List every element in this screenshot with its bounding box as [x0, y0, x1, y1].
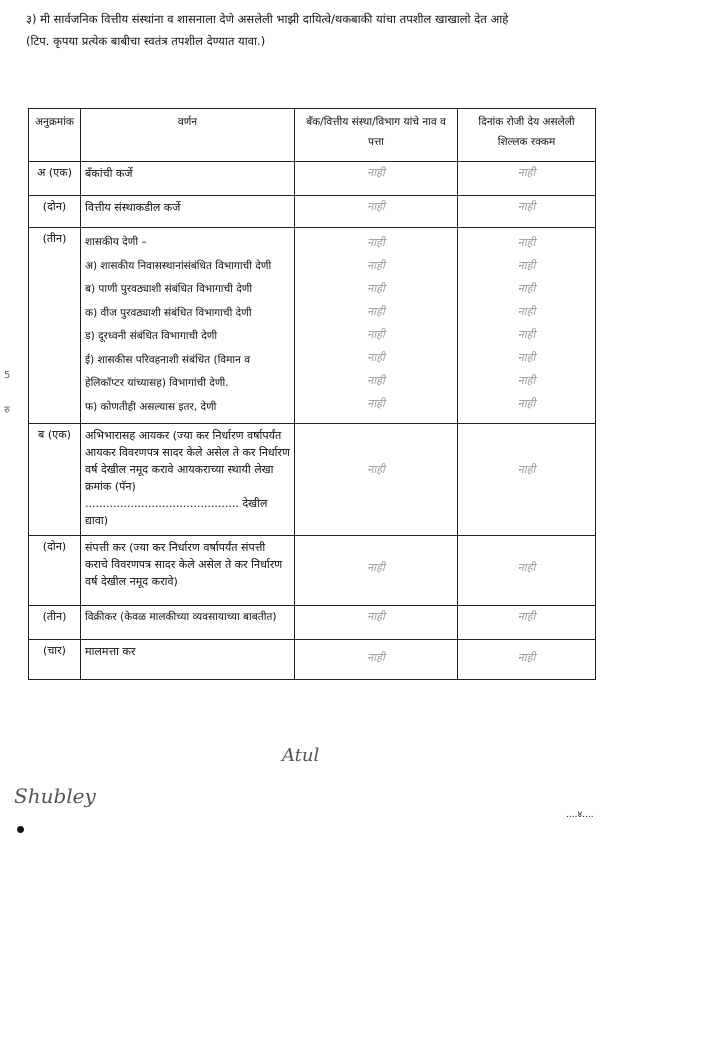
handwritten-entry: नाही — [367, 282, 385, 295]
row-institution-entry: नाही — [295, 162, 458, 196]
dues-item: क) वीज पुरवठ्याशी संबंधित विभागाची देणी — [85, 306, 252, 319]
row-institution-entry — [295, 228, 458, 424]
row-institution-entry: नाही — [295, 606, 458, 640]
row-institution-entry: नाही — [295, 536, 458, 606]
handwritten-entry: नाही — [517, 282, 536, 295]
row-institution-entry: नाही — [295, 196, 458, 228]
row-serial: (चार) — [29, 640, 81, 680]
handwritten-entry: नाही — [517, 259, 536, 272]
handwritten-entry: नाही — [517, 305, 536, 318]
row-description: विक्रीकर (केवळ मालकीच्या व्यवसायाच्या बाबतीत) — [81, 606, 295, 640]
handwritten-entry: नाही — [517, 236, 536, 249]
handwritten-entry: नाही — [517, 351, 536, 364]
margin-mark: 5 — [4, 370, 11, 381]
row-serial: अ (एक) — [29, 162, 81, 196]
row-description: वित्तीय संस्थाकडील कर्जे — [81, 196, 295, 228]
handwritten-entry: नाही — [367, 328, 385, 341]
handwritten-entry: नाही — [517, 374, 536, 387]
margin-mark: रु — [4, 405, 10, 416]
table-header-row — [29, 109, 596, 162]
row-balance-entry: नाही — [458, 536, 596, 606]
government-dues-heading: शासकीय देणी – — [85, 236, 147, 248]
table-row — [29, 536, 596, 606]
handwritten-entry: नाही — [367, 397, 385, 410]
header-description: वर्णन — [81, 109, 295, 162]
table-row — [29, 228, 596, 424]
table-row — [29, 606, 596, 640]
intro-line-1: ३) मी सार्वजनिक वित्तीय संस्थांना व शासनाला देणे असलेली भाझी दायित्वे/थकबाकी यांचा तपशील खाखालो देत आहे — [26, 12, 509, 26]
handwritten-entry: नाही — [367, 236, 385, 249]
table-row — [29, 640, 596, 680]
row-institution-entry: नाही — [295, 424, 458, 536]
handwritten-entry: नाही — [367, 374, 385, 387]
handwritten-entry: नाही — [367, 259, 385, 272]
header-institution: बँक/वित्तीय संस्था/विभाग यांचे नाव व पत्ता — [295, 109, 458, 162]
table-row — [29, 196, 596, 228]
header-serial: अनुक्रमांक — [29, 109, 81, 162]
row-description: मालमत्ता कर — [81, 640, 295, 680]
dues-item: ई) शासकीस परिवहनाशी संबंधित (विमान व — [85, 353, 251, 366]
row-balance-entry: नाही — [458, 606, 596, 640]
row-balance-entry: नाही — [458, 162, 596, 196]
signature-center: Atul — [282, 745, 320, 766]
row-balance-entry: नाही — [458, 640, 596, 680]
table-row — [29, 162, 596, 196]
header-balance: दिनांक रोजी देय असलेली शिल्लक रक्कम — [458, 109, 596, 162]
dues-item: हेलिकॉप्टर यांच्यासह) विभागांची देणी. — [85, 377, 229, 389]
row-serial: (दोन) — [29, 196, 81, 228]
dues-item: फ) कोणतीही असल्यास इतर, देणी — [85, 400, 217, 413]
row-balance-entry: नाही — [458, 424, 596, 536]
page-continuation: ....४.... — [566, 810, 594, 820]
row-institution-entry: नाही — [295, 640, 458, 680]
row-description — [81, 228, 295, 424]
row-serial: (दोन) — [29, 536, 81, 606]
row-serial: (तीन) — [29, 606, 81, 640]
signature-left: Shubley — [14, 784, 96, 808]
dues-item: अ) शासकीय निवासस्थानांसंबंधित विभागाची देणी — [85, 259, 272, 272]
row-serial: (तीन) — [29, 228, 81, 424]
handwritten-entry: नाही — [367, 351, 385, 364]
row-description: अभिभारासह आयकर (ज्या कर निर्धारण वर्षापर्यंत आयकर विवरणपत्र सादर केले असेल ते कर निर्धारण वर्ष देखील नमूद करावे आयकराच्या स्थायी लेखा क्रमांक (पॅन) ............................................ देखील द्यावा) — [81, 424, 295, 536]
ink-dot — [17, 826, 24, 833]
dues-item: ब) पाणी पुरवठ्याशी संबंधित विभागाची देणी — [85, 283, 253, 295]
row-serial: ब (एक) — [29, 424, 81, 536]
handwritten-entry: नाही — [517, 397, 536, 410]
row-description: संपत्ती कर (ज्या कर निर्धारण वर्षापर्यंत संपत्ती कराचे विवरणपत्र सादर केले असेल ते कर निर्धारण वर्ष देखील नमूद करावे) — [81, 536, 295, 606]
intro-note: (टिप. कृपया प्रत्येक बाबीचा स्वतंत्र तपशील देण्यात यावा.) — [26, 34, 266, 48]
row-balance-entry — [458, 228, 596, 424]
liabilities-table — [28, 108, 596, 680]
dues-item: ड) दूरध्वनी संबंधित विभागाची देणी — [85, 330, 218, 342]
handwritten-entry: नाही — [367, 305, 385, 318]
handwritten-entry: नाही — [517, 328, 536, 341]
row-balance-entry: नाही — [458, 196, 596, 228]
row-description: बँकांची कर्जे — [81, 162, 295, 196]
table-row — [29, 424, 596, 536]
